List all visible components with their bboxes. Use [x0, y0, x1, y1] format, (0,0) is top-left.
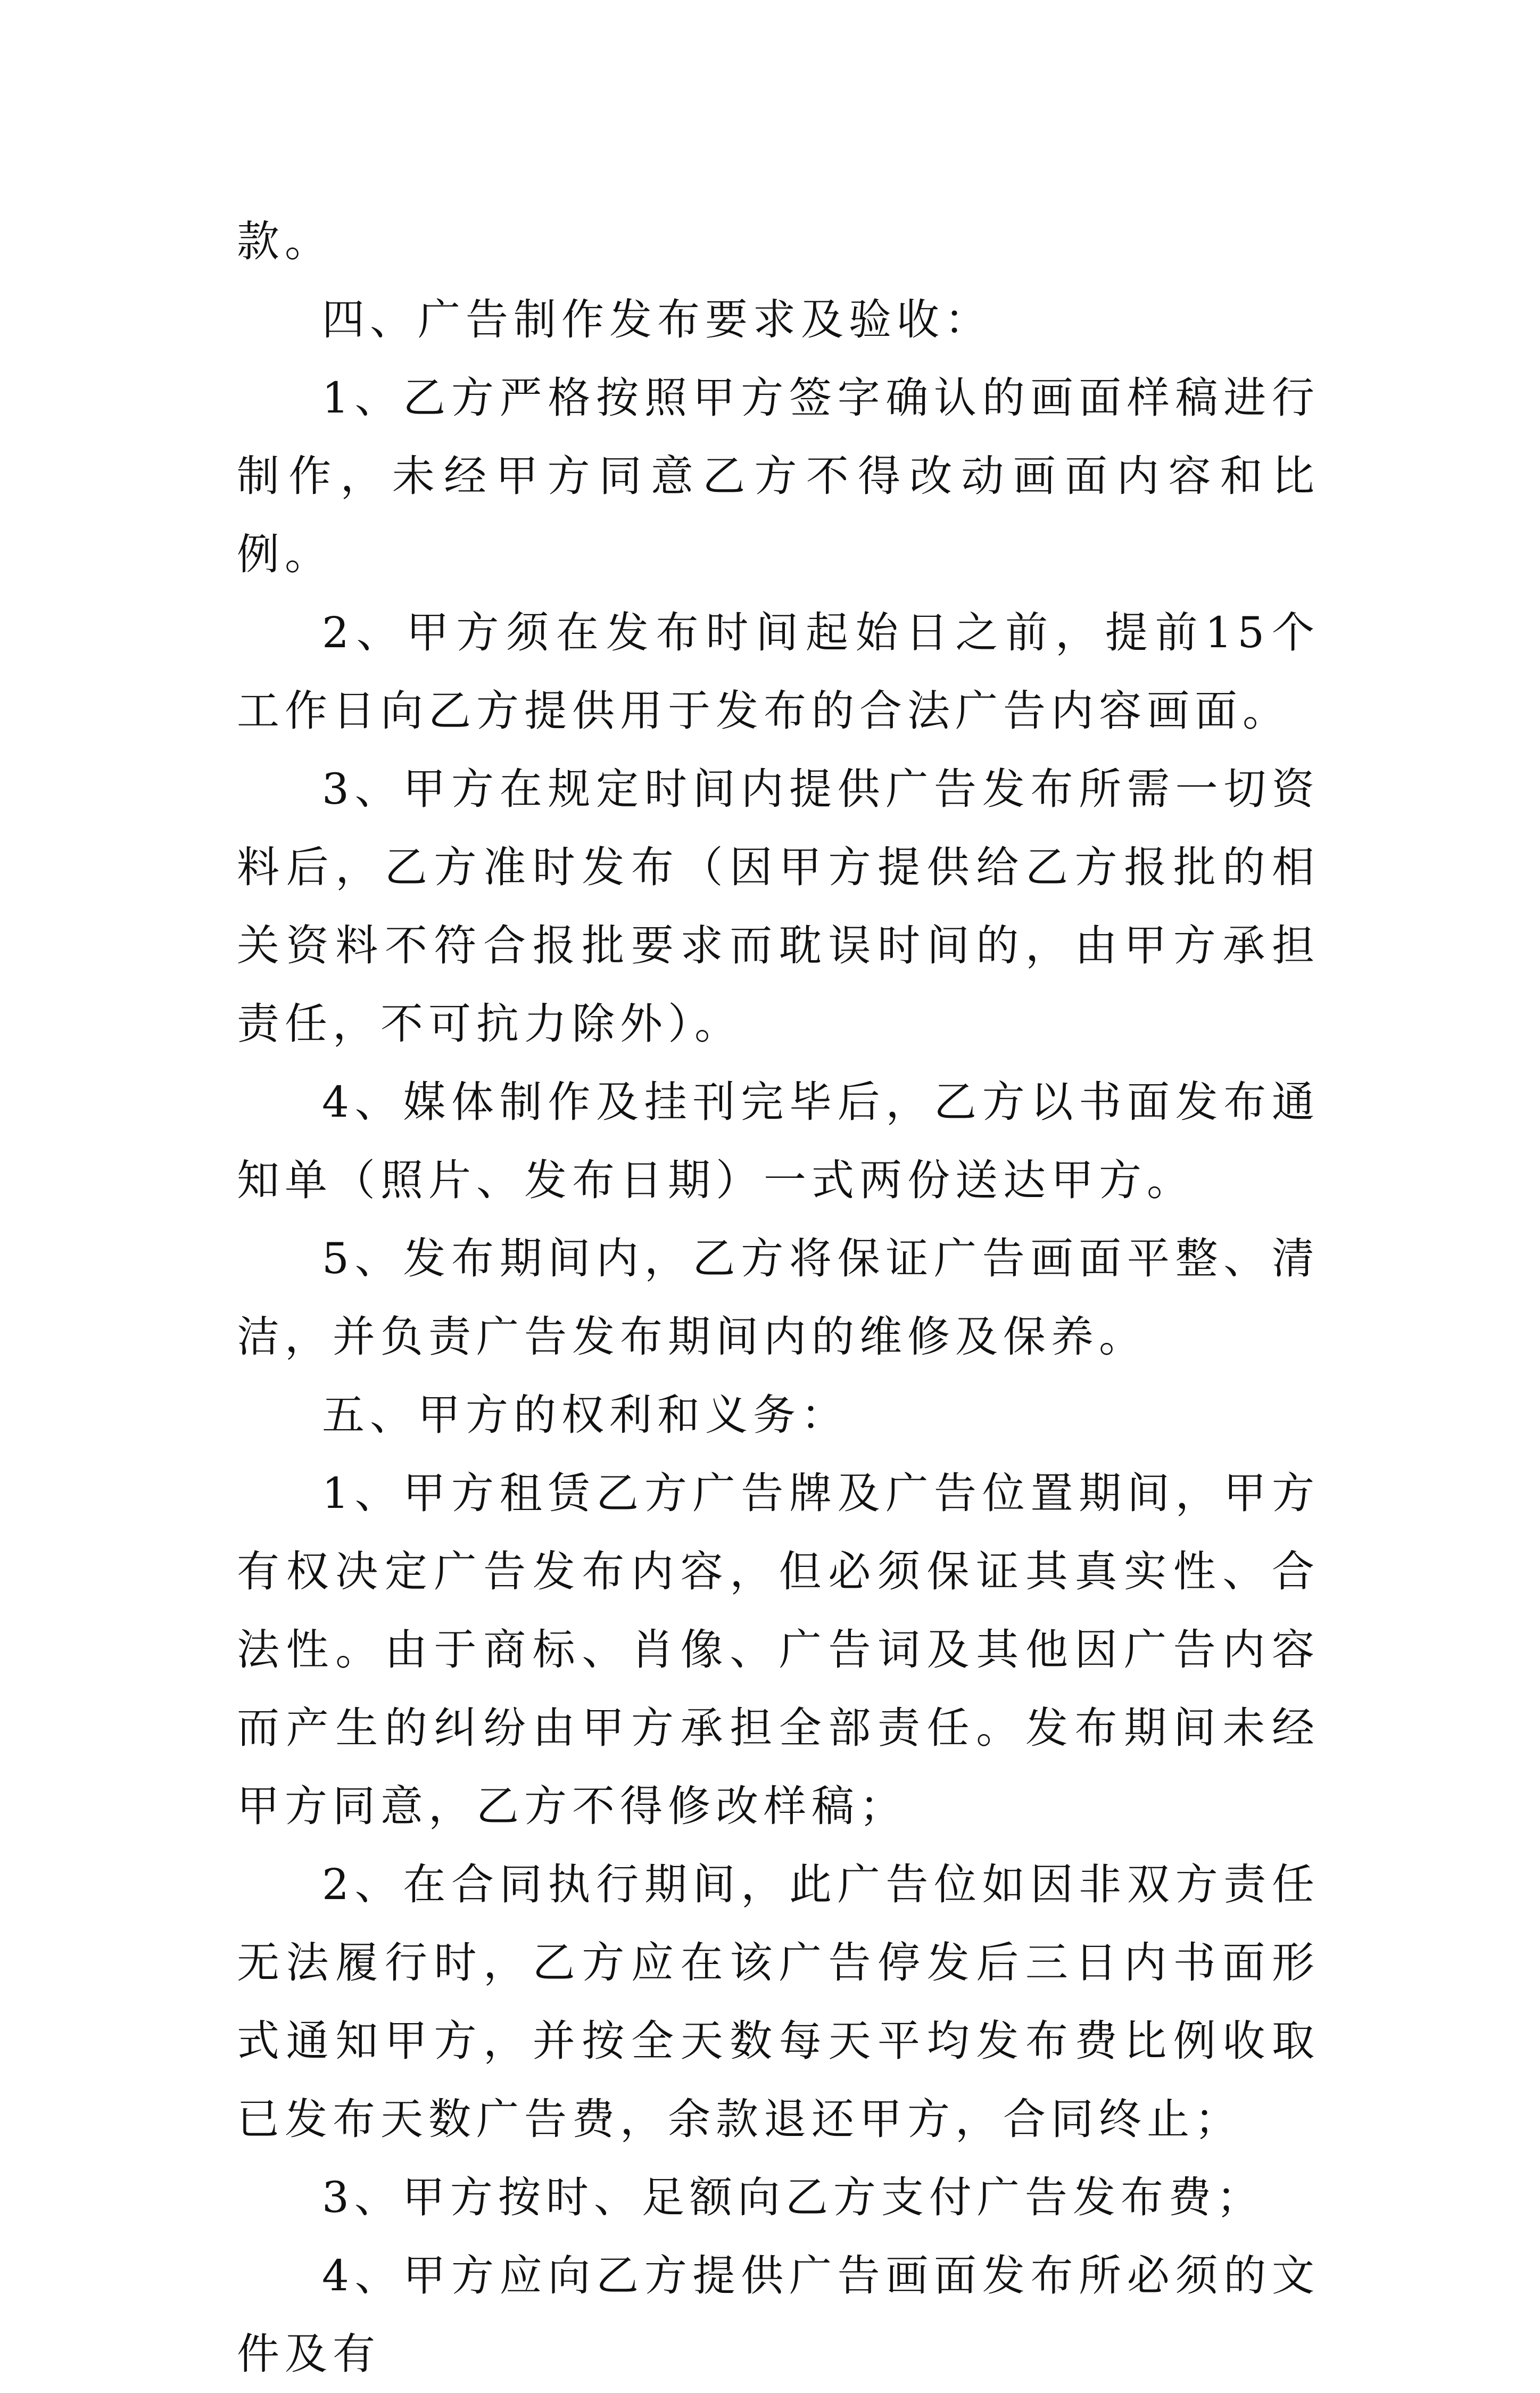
paragraph-4-1: 1、乙方严格按照甲方签字确认的画面样稿进行制作，未经甲方同意乙方不得改动画面内容和比例。: [237, 373, 1320, 579]
paragraph-5-1: 1、甲方租赁乙方广告牌及广告位置期间，甲方有权决定广告发布内容，但必须保证其真实性、合法性。由于商标、肖像、广告词及其他因广告内容而产生的纠纷由甲方承担全部责任。发布期间未经甲方同意，乙方不得修改样稿；: [237, 1468, 1320, 1831]
document-body: [237, 202, 1320, 2393]
paragraph-5-3: 3、甲方按时、足额向乙方支付广告发布费；: [322, 2173, 1264, 2222]
section-heading-5: 五、甲方的权利和义务：: [322, 1390, 849, 1440]
section-heading-4: 四、广告制作发布要求及验收：: [322, 295, 992, 344]
paragraph-5-4: 4、甲方应向乙方提供广告画面发布所必须的文件及有: [237, 2251, 1320, 2379]
paragraph-4-3: 3、甲方在规定时间内提供广告发布所需一切资料后，乙方准时发布（因甲方提供给乙方报批的相关资料不符合报批要求而耽误时间的，由甲方承担责任，不可抗力除外）。: [237, 764, 1320, 1049]
paragraph-5-2: 2、在合同执行期间，此广告位如因非双方责任无法履行时，乙方应在该广告停发后三日内书面形式通知甲方，并按全天数每天平均发布费比例收取已发布天数广告费，余款退还甲方，合同终止；: [237, 1860, 1320, 2144]
paragraph-4-5: 5、发布期间内，乙方将保证广告画面平整、清洁，并负责广告发布期间内的维修及保养。: [237, 1234, 1320, 1361]
paragraph-4-4: 4、媒体制作及挂刊完毕后，乙方以书面发布通知单（照片、发布日期）一式两份送达甲方。: [237, 1077, 1320, 1205]
paragraph-1: 款。: [237, 217, 333, 266]
paragraph-4-2: 2、甲方须在发布时间起始日之前，提前15个工作日向乙方提供用于发布的合法广告内容画面。: [237, 608, 1320, 736]
